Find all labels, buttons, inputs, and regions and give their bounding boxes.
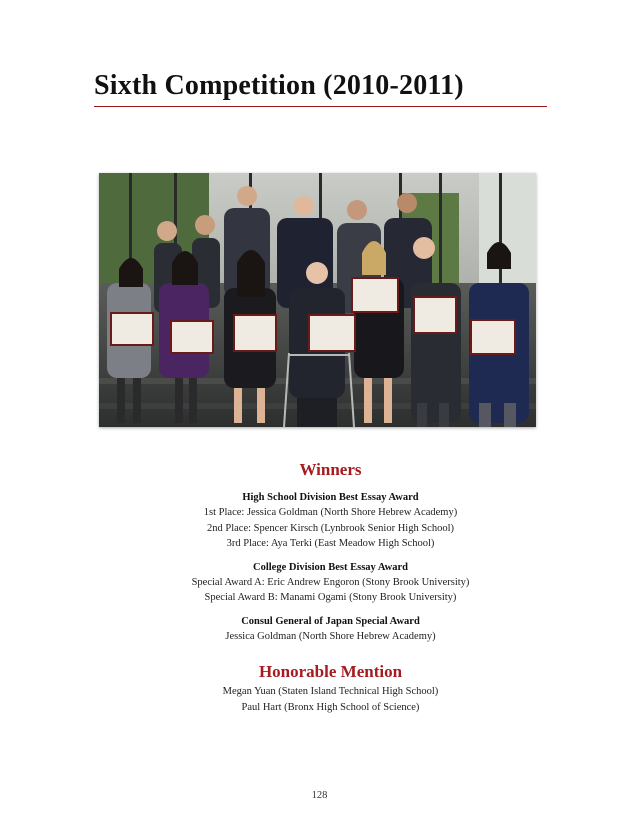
page-number: 128 [311,790,328,801]
award-winner-line: 3rd Place: Aya Terki (East Meadow High School) [226,538,435,549]
award-title: Consul General of Japan Special Award [241,615,420,627]
winners-heading: Winners [299,460,362,479]
award-winner-line: 2nd Place: Spencer Kirsch (Lynbrook Senior High School) [207,522,454,534]
honorable-mention-heading: Honorable Mention [258,662,403,681]
award-title: High School Division Best Essay Award [242,492,419,503]
group-photo [99,173,536,427]
title-divider [94,106,547,107]
awards-section [94,458,567,715]
page-title: Sixth Competition (2010-2011) [94,70,464,101]
award-winner-line: 1st Place: Jessica Goldman (North Shore Hebrew Academy) [203,507,458,518]
award-high-school [94,490,567,552]
honorable-mention-line: Megan Yuan (Staten Island Technical High School) [222,686,439,697]
award-consul-general [94,614,567,645]
award-title: College Division Best Essay Award [253,561,408,573]
award-winner-line: Jessica Goldman (North Shore Hebrew Academy) [225,630,436,642]
group-photo-illustration [99,173,536,427]
award-winner-line: Special Award B: Manami Ogami (Stony Brook University) [204,592,457,603]
award-college [94,560,567,606]
award-winner-line: Special Award A: Eric Andrew Engoron (Stony Brook University) [191,576,470,588]
honorable-mention-line: Paul Hart (Bronx High School of Science) [241,701,420,713]
